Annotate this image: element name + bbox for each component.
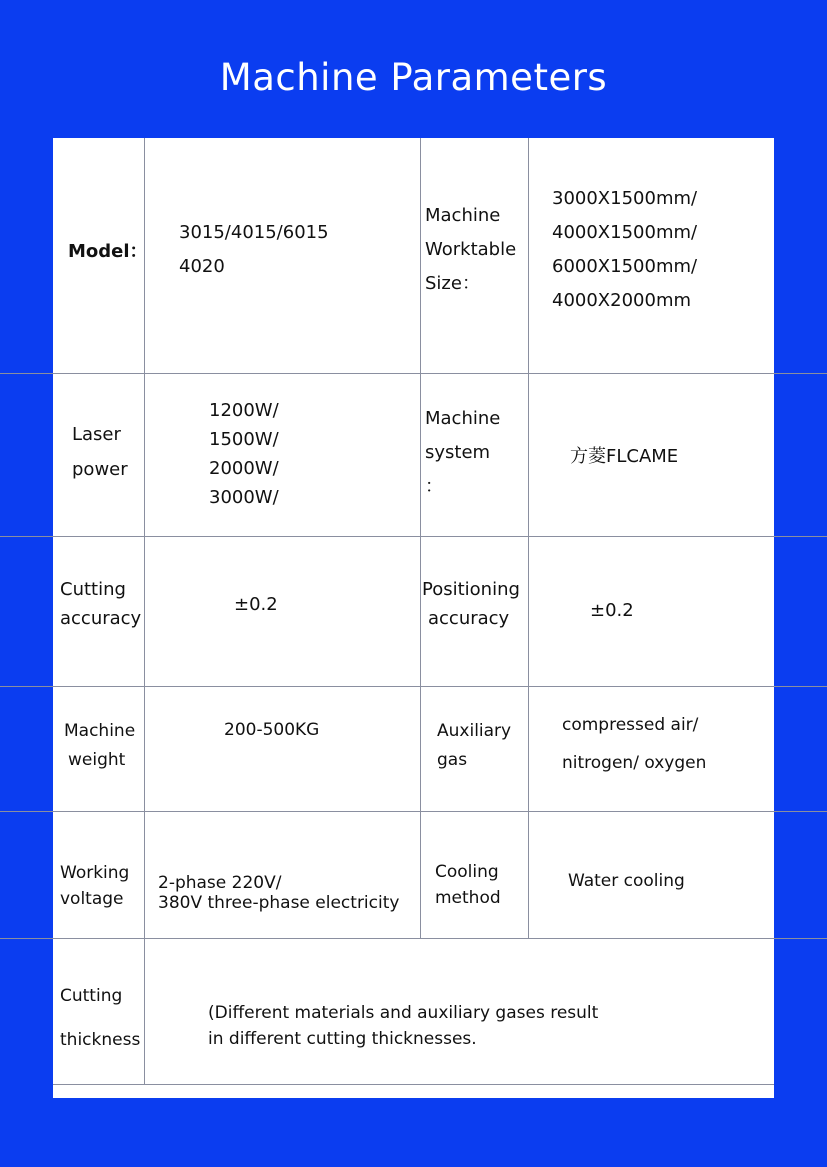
machine-system-value: 方菱FLCAME <box>570 446 679 467</box>
row-divider <box>0 373 827 374</box>
auxiliary-gas-label: Auxiliary gas <box>437 721 512 770</box>
cutting-thickness-label: Cutting thickness <box>60 986 141 1050</box>
model-value: 3015/4015/6015 4020 <box>179 222 329 277</box>
machine-weight-label: Machine weight <box>64 721 136 770</box>
row-divider <box>0 938 827 939</box>
auxiliary-gas-value: compressed air/ nitrogen/ oxygen <box>562 715 707 773</box>
positioning-accuracy-label: Positioning accuracy <box>422 579 520 629</box>
row-divider <box>0 536 827 537</box>
row-divider <box>0 686 827 687</box>
model-label: Model： <box>68 241 148 262</box>
cutting-thickness-value: (Different materials and auxiliary gases result in different cutting thicknesses. <box>208 1003 599 1049</box>
machine-weight-value: 200-500KG <box>224 720 320 740</box>
cutting-accuracy-label: Cutting accuracy <box>60 579 142 629</box>
machine-system-label: Machine system ： <box>425 408 501 497</box>
row-divider <box>0 811 827 812</box>
working-voltage-value: 2-phase 220V/ 380V three-phase electricity <box>158 873 400 913</box>
cutting-accuracy-value: ±0.2 <box>234 594 278 615</box>
worktable-size-value: 3000X1500mm/ 4000X1500mm/ 6000X1500mm/ 4000X2000mm <box>552 188 698 311</box>
row-divider <box>53 1084 774 1085</box>
column-divider <box>144 138 145 1084</box>
laser-power-label: Laser power <box>72 424 128 480</box>
column-divider <box>420 138 421 938</box>
worktable-size-label: Machine Worktable Size： <box>425 205 517 294</box>
column-divider <box>528 138 529 938</box>
cooling-method-label: Cooling method <box>435 862 501 908</box>
working-voltage-label: Working voltage <box>60 863 130 909</box>
positioning-accuracy-value: ±0.2 <box>590 600 634 621</box>
laser-power-value: 1200W/ 1500W/ 2000W/ 3000W/ <box>209 400 279 508</box>
cooling-method-value: Water cooling <box>568 871 685 891</box>
page-title: Machine Parameters <box>219 56 608 99</box>
